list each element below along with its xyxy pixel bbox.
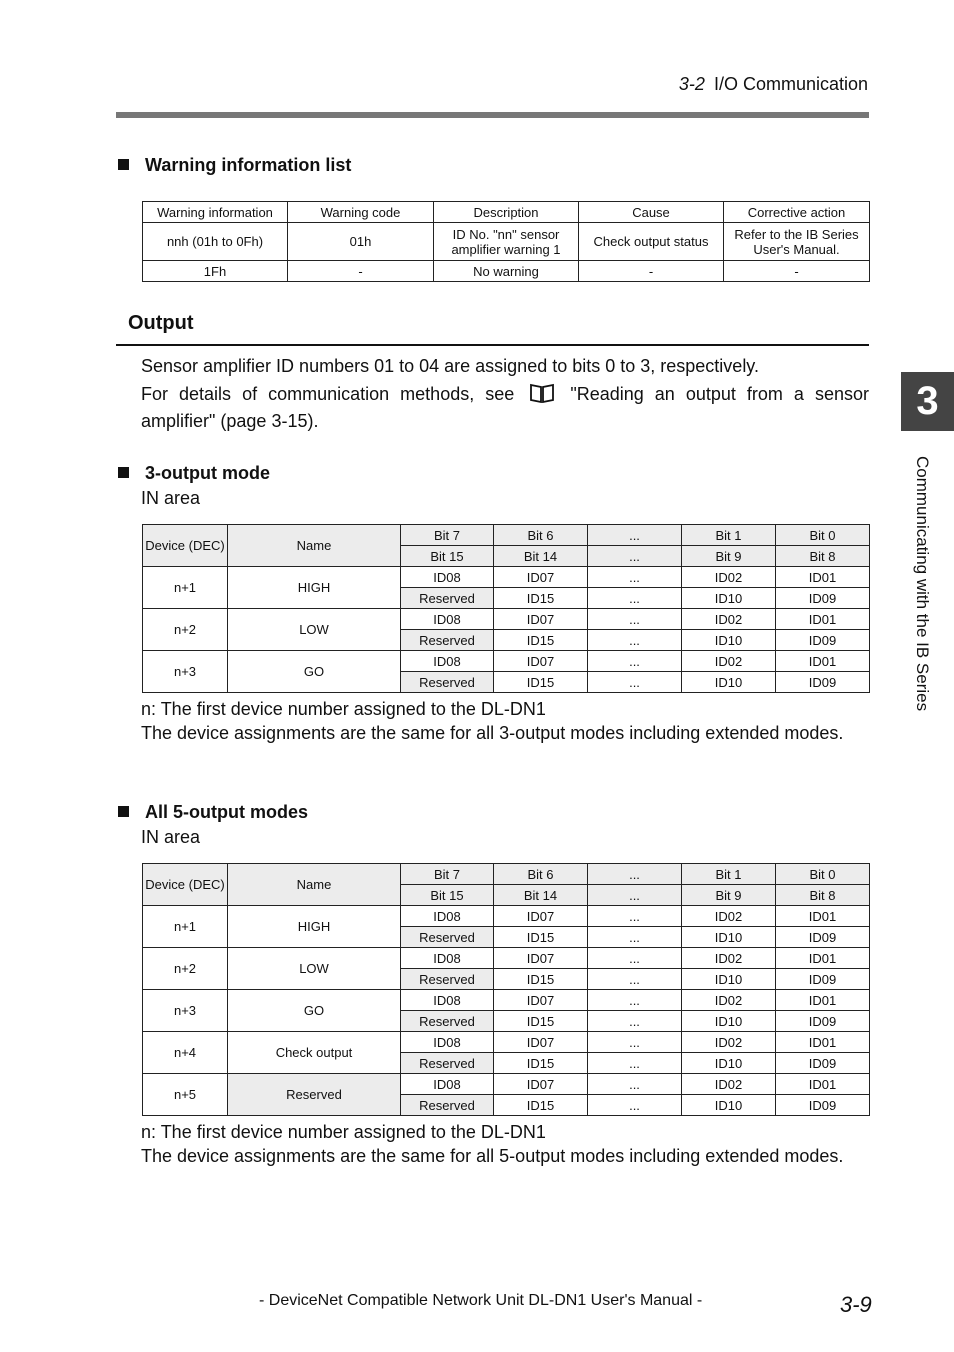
table-cell: ... (588, 651, 682, 672)
table-header-cell: Corrective action (724, 202, 870, 223)
table-cell: Reserved (401, 969, 494, 990)
table-cell: ID01 (776, 948, 870, 969)
table-cell: ... (588, 588, 682, 609)
table-cell: ID15 (494, 969, 588, 990)
table-cell: ID10 (682, 672, 776, 693)
bit-header-cell: ... (588, 546, 682, 567)
io-header-row (143, 864, 870, 885)
name-cell: Check output (228, 1032, 401, 1074)
book-icon (529, 383, 555, 409)
table-cell: ID07 (494, 948, 588, 969)
table-cell: - (724, 261, 870, 282)
mode5-note-2 (141, 1144, 869, 1168)
table-cell: ID02 (682, 1032, 776, 1053)
table-cell: ID10 (682, 630, 776, 651)
table-cell: ID15 (494, 1053, 588, 1074)
table-cell: 01h (288, 223, 434, 261)
bit-header-cell: Bit 8 (776, 546, 870, 567)
table-cell: ID15 (494, 1095, 588, 1116)
warning-table (142, 201, 870, 282)
table-row (143, 990, 870, 1011)
table-cell: ID15 (494, 588, 588, 609)
table-cell: ID09 (776, 630, 870, 651)
table-cell: ID01 (776, 906, 870, 927)
device-cell: n+2 (143, 948, 228, 990)
bit-header-cell: Bit 0 (776, 525, 870, 546)
output-paragraph-2 (141, 382, 869, 433)
table-cell: ID02 (682, 1074, 776, 1095)
table-cell: ... (588, 567, 682, 588)
name-cell: LOW (228, 948, 401, 990)
table-cell: ID02 (682, 609, 776, 630)
table-cell: nnh (01h to 0Fh) (143, 223, 288, 261)
page-number: 3-9 (840, 1292, 872, 1317)
mode3-note-2-text: The device assignments are the same for all 3-output modes including extended modes. (141, 723, 844, 743)
table-cell: ID09 (776, 1053, 870, 1074)
device-cell: n+1 (143, 567, 228, 609)
table-cell: - (579, 261, 724, 282)
bit-header-cell: Bit 14 (494, 885, 588, 906)
table-cell: - (288, 261, 434, 282)
device-cell: n+1 (143, 906, 228, 948)
table-header-cell: Warning code (288, 202, 434, 223)
table-cell: ID02 (682, 651, 776, 672)
table-row (143, 651, 870, 672)
bullet-square-icon (118, 467, 129, 478)
table-cell: ID09 (776, 588, 870, 609)
name-cell: HIGH (228, 906, 401, 948)
table-cell: ID02 (682, 990, 776, 1011)
bullet-square-icon (118, 159, 129, 170)
table-cell: ID08 (401, 651, 494, 672)
name-cell: HIGH (228, 567, 401, 609)
table-cell: ... (588, 1011, 682, 1032)
table-cell: ID02 (682, 906, 776, 927)
output-line-2-post: "Reading an output from a sensor amplifier" (page 3-15). (141, 384, 869, 431)
table-cell: ID07 (494, 906, 588, 927)
mode5-note-1 (141, 1120, 869, 1144)
bit-header-cell: ... (588, 864, 682, 885)
table-cell: Reserved (401, 1053, 494, 1074)
output-paragraph-1 (141, 354, 869, 378)
bit-header-cell: Bit 7 (401, 525, 494, 546)
table-cell: ID08 (401, 1074, 494, 1095)
table-cell: ID01 (776, 567, 870, 588)
table-cell: Reserved (401, 630, 494, 651)
section-number: 3-2 (678, 74, 705, 94)
bit-header-cell: Bit 9 (682, 546, 776, 567)
table-cell: ID10 (682, 1011, 776, 1032)
device-cell: n+2 (143, 609, 228, 651)
table-row (143, 1032, 870, 1053)
table-header-cell: Description (434, 202, 579, 223)
device-cell: n+4 (143, 1032, 228, 1074)
table-cell: ID02 (682, 948, 776, 969)
table-cell: Check output status (579, 223, 724, 261)
table-cell: ID15 (494, 672, 588, 693)
warning-heading-text: Warning information list (145, 155, 352, 175)
chapter-side-label: Communicating with the IB Series (913, 456, 932, 712)
table-cell: ID07 (494, 1074, 588, 1095)
mode3-heading-text: 3-output mode (145, 463, 270, 483)
table-cell: ID08 (401, 906, 494, 927)
table-row (143, 261, 870, 282)
table-cell: ... (588, 906, 682, 927)
table-cell: ID09 (776, 1011, 870, 1032)
table-header-cell: Warning information (143, 202, 288, 223)
table-cell: 1Fh (143, 261, 288, 282)
table-cell: ... (588, 990, 682, 1011)
table-cell: ID07 (494, 990, 588, 1011)
output-line-2-pre: For details of communication methods, see (141, 384, 515, 404)
name-header: Name (228, 864, 401, 906)
table-cell: ... (588, 1053, 682, 1074)
bit-header-cell: Bit 1 (682, 864, 776, 885)
mode3-area-label: IN area (141, 488, 201, 508)
table-cell: ID09 (776, 672, 870, 693)
table-cell: ID02 (682, 567, 776, 588)
table-cell: ID10 (682, 927, 776, 948)
table-row (143, 948, 870, 969)
page-header (679, 74, 868, 95)
bit-header-cell: Bit 9 (682, 885, 776, 906)
table-cell: ID15 (494, 927, 588, 948)
mode5-area-label: IN area (141, 827, 201, 847)
table-row (143, 1074, 870, 1095)
table-cell: ID08 (401, 1032, 494, 1053)
name-cell: Reserved (228, 1074, 401, 1116)
bit-header-cell: Bit 1 (682, 525, 776, 546)
table-cell: ... (588, 672, 682, 693)
table-cell: ... (588, 927, 682, 948)
table-cell: ... (588, 969, 682, 990)
table-cell: ID10 (682, 1053, 776, 1074)
bullet-square-icon (118, 806, 129, 817)
table-cell: ID07 (494, 609, 588, 630)
table-cell: ID09 (776, 927, 870, 948)
table-cell: Reserved (401, 588, 494, 609)
table-cell: ID10 (682, 1095, 776, 1116)
output-line-1: Sensor amplifier ID numbers 01 to 04 are assigned to bits 0 to 3, respectively. (141, 356, 759, 376)
mode5-note-2-text: The device assignments are the same for all 5-output modes including extended modes. (141, 1146, 844, 1166)
table-cell: ... (588, 1095, 682, 1116)
table-cell: ID01 (776, 1074, 870, 1095)
bit-header-cell: ... (588, 525, 682, 546)
table-cell: Reserved (401, 1095, 494, 1116)
table-row (143, 223, 870, 261)
mode5-heading (118, 802, 308, 823)
table-cell: Reserved (401, 1011, 494, 1032)
bit-header-cell: Bit 15 (401, 546, 494, 567)
name-cell: GO (228, 651, 401, 693)
table-cell: Reserved (401, 672, 494, 693)
bit-header-cell: ... (588, 885, 682, 906)
mode3-io-table (142, 524, 870, 693)
table-cell: ID10 (682, 588, 776, 609)
bit-header-cell: Bit 8 (776, 885, 870, 906)
section-title: I/O Communication (713, 74, 868, 94)
table-cell: ID01 (776, 1032, 870, 1053)
mode3-heading (118, 463, 270, 484)
table-cell: ID01 (776, 609, 870, 630)
io-header-row (143, 525, 870, 546)
bit-header-cell: Bit 6 (494, 864, 588, 885)
table-cell: ID No. "nn" sensor amplifier warning 1 (434, 223, 579, 261)
mode3-note-1-text: n: The first device number assigned to the DL-DN1 (141, 699, 546, 719)
table-cell: ID09 (776, 969, 870, 990)
table-cell: ID09 (776, 1095, 870, 1116)
device-cell: n+3 (143, 990, 228, 1032)
table-cell: ID08 (401, 609, 494, 630)
table-cell: ... (588, 948, 682, 969)
name-header: Name (228, 525, 401, 567)
table-cell: ID07 (494, 567, 588, 588)
output-rule (116, 344, 869, 346)
table-cell: ... (588, 609, 682, 630)
name-cell: GO (228, 990, 401, 1032)
device-header: Device (DEC) (143, 864, 228, 906)
name-cell: LOW (228, 609, 401, 651)
bit-header-cell: Bit 15 (401, 885, 494, 906)
table-cell: Refer to the IB Series User's Manual. (724, 223, 870, 261)
table-cell: No warning (434, 261, 579, 282)
chapter-tab: 3 (901, 372, 954, 431)
table-cell: ID01 (776, 651, 870, 672)
warning-heading (118, 155, 351, 176)
table-cell: ID10 (682, 969, 776, 990)
warning-table-header (143, 202, 870, 223)
table-cell: ID15 (494, 630, 588, 651)
bit-header-cell: Bit 7 (401, 864, 494, 885)
mode5-heading-text: All 5-output modes (145, 802, 308, 822)
table-cell: ID01 (776, 990, 870, 1011)
table-cell: ID08 (401, 567, 494, 588)
header-rule (116, 112, 869, 118)
table-row (143, 906, 870, 927)
device-header: Device (DEC) (143, 525, 228, 567)
table-cell: ID15 (494, 1011, 588, 1032)
mode3-note-1 (141, 697, 869, 721)
mode5-note-1-text: n: The first device number assigned to the DL-DN1 (141, 1122, 546, 1142)
table-cell: Reserved (401, 927, 494, 948)
table-cell: ID07 (494, 651, 588, 672)
device-cell: n+5 (143, 1074, 228, 1116)
table-cell: ... (588, 630, 682, 651)
bit-header-cell: Bit 0 (776, 864, 870, 885)
bit-header-cell: Bit 6 (494, 525, 588, 546)
table-cell: ID07 (494, 1032, 588, 1053)
table-cell: ... (588, 1074, 682, 1095)
output-heading: Output (128, 312, 194, 334)
footer-text: - DeviceNet Compatible Network Unit DL-DN1 User's Manual - (259, 1292, 703, 1309)
mode5-io-table (142, 863, 870, 1116)
table-cell: ID08 (401, 948, 494, 969)
table-header-cell: Cause (579, 202, 724, 223)
device-cell: n+3 (143, 651, 228, 693)
mode3-note-2 (141, 721, 869, 745)
bit-header-cell: Bit 14 (494, 546, 588, 567)
table-cell: ID08 (401, 990, 494, 1011)
table-row (143, 609, 870, 630)
table-row (143, 567, 870, 588)
table-cell: ... (588, 1032, 682, 1053)
